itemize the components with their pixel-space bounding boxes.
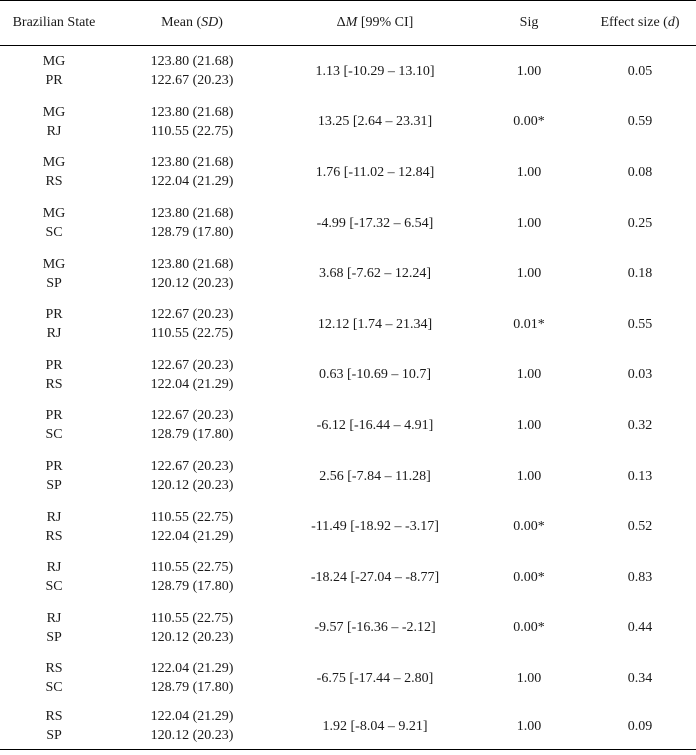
state-pair [0, 451, 108, 502]
table-row [0, 653, 696, 704]
table-row [0, 501, 696, 552]
mean-b: 122.04 (21.29) [150, 174, 234, 190]
state-a: RS [45, 709, 63, 725]
state-b: RJ [46, 326, 62, 342]
table-row [0, 299, 696, 350]
mean-b: 128.79 (17.80) [150, 579, 234, 595]
mean-diff: -6.12 [-16.44 – 4.91] [316, 417, 434, 433]
table-row [0, 97, 696, 148]
mean-b: 120.12 (20.23) [150, 275, 234, 291]
effect-size: 0.18 [627, 266, 653, 282]
mean-diff: 13.25 [2.64 – 23.31] [317, 114, 433, 130]
effect-size: 0.25 [627, 215, 653, 231]
effect-size: 0.52 [627, 519, 653, 535]
mean-a: 122.67 (20.23) [150, 408, 234, 424]
significance: 1.00 [516, 266, 542, 282]
state-a: MG [42, 206, 66, 222]
significance: 1.00 [516, 367, 542, 383]
effect-size: 0.59 [627, 114, 653, 130]
significance: 1.00 [516, 417, 542, 433]
state-pair [0, 299, 108, 350]
mean-a: 123.80 (21.68) [150, 54, 234, 70]
mean-a: 123.80 (21.68) [150, 256, 234, 272]
significance: 0.01* [513, 316, 545, 332]
table-row [0, 704, 696, 750]
table-row [0, 248, 696, 299]
table-row [0, 198, 696, 249]
table-row [0, 552, 696, 603]
table-row [0, 451, 696, 502]
table-row [0, 400, 696, 451]
mean-a: 123.80 (21.68) [150, 206, 234, 222]
effect-size: 0.03 [627, 367, 653, 383]
effect-size: 0.05 [627, 63, 653, 79]
mean-b: 122.04 (21.29) [150, 376, 234, 392]
state-a: MG [42, 256, 66, 272]
state-b: PR [45, 73, 63, 89]
state-b: SP [46, 629, 62, 645]
state-a: PR [45, 307, 63, 323]
effect-size: 0.34 [627, 670, 653, 686]
mean-b: 120.12 (20.23) [150, 728, 234, 744]
state-a: PR [45, 408, 63, 424]
mean-diff: 0.63 [-10.69 – 10.7] [319, 367, 431, 383]
state-b: SC [45, 680, 63, 696]
state-b: SC [45, 579, 63, 595]
mean-a: 122.04 (21.29) [150, 661, 234, 677]
mean-b: 128.79 (17.80) [150, 427, 234, 443]
mean-b: 110.55 (22.75) [150, 123, 234, 139]
state-b: SC [45, 225, 63, 241]
state-b: RS [45, 174, 63, 190]
effect-size: 0.32 [627, 417, 653, 433]
effect-size: 0.13 [627, 468, 653, 484]
significance: 0.00* [513, 114, 545, 130]
state-pair [0, 46, 108, 97]
effect-size: 0.55 [627, 316, 653, 332]
state-b: SP [46, 728, 62, 744]
mean-b: 110.55 (22.75) [150, 326, 234, 342]
state-b: SP [46, 478, 62, 494]
mean-pair [108, 46, 276, 97]
mean-pair [108, 501, 276, 552]
state-b: SP [46, 275, 62, 291]
effect-size: 0.09 [584, 704, 696, 750]
mean-diff: 12.12 [1.74 – 21.34] [317, 316, 433, 332]
effect-size: 0.44 [627, 620, 653, 636]
mean-a: 123.80 (21.68) [150, 104, 234, 120]
table-row [0, 147, 696, 198]
mean-a: 122.04 (21.29) [150, 709, 234, 725]
state-a: PR [45, 357, 63, 373]
mean-b: 122.67 (20.23) [150, 73, 234, 89]
state-pair [0, 248, 108, 299]
state-pair [0, 97, 108, 148]
mean-diff: 2.56 [-7.84 – 11.28] [319, 468, 431, 484]
state-pair [0, 400, 108, 451]
mean-pair [108, 198, 276, 249]
table-row [0, 46, 696, 97]
significance: 0.00* [513, 569, 545, 585]
state-pair [0, 147, 108, 198]
mean-a: 123.80 (21.68) [150, 155, 234, 171]
state-b: RJ [46, 123, 62, 139]
state-pair [0, 350, 108, 401]
mean-diff: 1.92 [-8.04 – 9.21] [276, 704, 474, 750]
state-a: RJ [46, 560, 62, 576]
state-a: RJ [46, 610, 62, 626]
significance: 1.00 [474, 704, 584, 750]
mean-pair [108, 552, 276, 603]
table-row [0, 350, 696, 401]
significance: 1.00 [516, 468, 542, 484]
state-pair [0, 603, 108, 654]
mean-pair [108, 653, 276, 704]
state-pair [0, 653, 108, 704]
header-mean: Mean (SD) [108, 1, 276, 46]
mean-b: 128.79 (17.80) [150, 225, 234, 241]
state-a: RS [45, 661, 63, 677]
mean-diff: -6.75 [-17.44 – 2.80] [316, 670, 434, 686]
state-a: RJ [46, 509, 62, 525]
mean-pair [108, 603, 276, 654]
header-state: Brazilian State [0, 1, 108, 46]
significance: 1.00 [516, 215, 542, 231]
significance: 1.00 [516, 164, 542, 180]
mean-diff: 1.13 [-10.29 – 13.10] [315, 63, 435, 79]
mean-diff: -11.49 [-18.92 – -3.17] [311, 519, 439, 535]
state-pair [0, 501, 108, 552]
effect-size: 0.08 [627, 164, 653, 180]
header-sig: Sig [474, 1, 584, 46]
mean-a: 110.55 (22.75) [150, 560, 234, 576]
mean-a: 110.55 (22.75) [150, 610, 234, 626]
significance: 0.00* [513, 519, 545, 535]
effect-size: 0.83 [627, 569, 653, 585]
mean-b: 128.79 (17.80) [150, 680, 234, 696]
state-b: SC [45, 427, 63, 443]
state-b: RS [45, 376, 63, 392]
significance: 1.00 [516, 670, 542, 686]
mean-pair [108, 147, 276, 198]
mean-b: 120.12 (20.23) [150, 478, 234, 494]
state-a: MG [42, 104, 66, 120]
mean-a: 122.67 (20.23) [150, 357, 234, 373]
mean-b: 120.12 (20.23) [150, 629, 234, 645]
state-pair [0, 552, 108, 603]
state-a: MG [42, 155, 66, 171]
state-b: RS [45, 528, 63, 544]
header-delta: ΔM [99% CI] [276, 1, 474, 46]
significance: 0.00* [513, 620, 545, 636]
mean-pair [108, 400, 276, 451]
state-a: MG [42, 54, 66, 70]
mean-diff: -4.99 [-17.32 – 6.54] [316, 215, 434, 231]
mean-a: 110.55 (22.75) [150, 509, 234, 525]
table-row [0, 603, 696, 654]
mean-a: 122.67 (20.23) [150, 459, 234, 475]
mean-pair [108, 248, 276, 299]
state-pair [0, 704, 108, 750]
mean-pair [108, 451, 276, 502]
mean-pair [108, 299, 276, 350]
mean-pair [108, 350, 276, 401]
mean-pair [108, 704, 276, 750]
mean-diff: -18.24 [-27.04 – -8.77] [310, 569, 440, 585]
state-pair [0, 198, 108, 249]
significance: 1.00 [516, 63, 542, 79]
mean-diff: 3.68 [-7.62 – 12.24] [319, 266, 431, 282]
mean-a: 122.67 (20.23) [150, 307, 234, 323]
header-row [0, 1, 696, 46]
mean-pair [108, 97, 276, 148]
header-effect: Effect size (d) [584, 1, 696, 46]
mean-diff: -9.57 [-16.36 – -2.12] [314, 620, 436, 636]
state-a: PR [45, 459, 63, 475]
table-body [0, 46, 696, 750]
mean-diff: 1.76 [-11.02 – 12.84] [315, 164, 435, 180]
mean-b: 122.04 (21.29) [150, 528, 234, 544]
